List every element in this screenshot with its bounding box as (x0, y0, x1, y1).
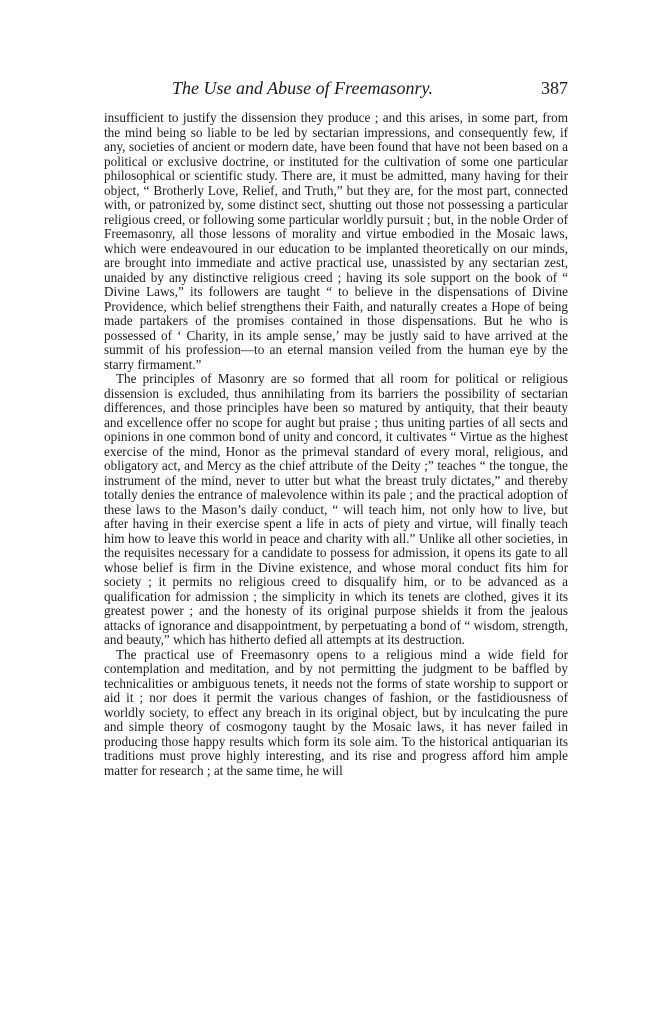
paragraph-1: insufficient to justify the dissension they produce ; and this arises, in some part, from the mind being so liable to be led by sectarian impressions, and consequently few, if any, societies of ancient or modern date, have been found that have not been based on a political or exclusive doctrine, or instituted for the cultivation of some one particular philosophical or scientific study. There are, it must be admitted, many having for their object, “ Brotherly Love, Relief, and Truth,” but they are, for the most part, connected with, or patronized by, some distinct sect, shutting out those not possessing a particular religious creed, or following some particular worldly pursuit ; but, in the noble Order of Freemasonry, all those lessons of morality and virtue embodied in the Mosaic laws, which were endeavoured in our education to be implanted theoretically on our minds, are brought into immediate and active practical use, unassisted by any sectarian zest, unaided by any distinctive religious creed ; having its sole support on the book of “ Divine Laws,” its followers are taught “ to believe in the dispensations of Divine Providence, which belief strengthens their Faith, and naturally creates a Hope of being made partakers of the promises contained in those dispensations. But he who is possessed of ‘ Charity, in its ample sense,’ may be justly said to have arrived at the summit of his profession—to an eternal mansion veiled from the human eye by the starry firmament.” (104, 110, 568, 372)
body-text (104, 111, 568, 778)
paragraph-2: The principles of Masonry are so formed that all room for political or religious dissension is excluded, thus annihilating from its barriers the possibility of sectarian differences, and those principles have been so matured by antiquity, that their beauty and excellence offer no scope for aught but praise ; thus uniting parties of all sects and opinions in one common bond of unity and concord, it cultivates “ Virtue as the highest exercise of the mind, Honor as the primeval standard of every moral, religious, and obligatory act, and Mercy as the chief attribute of the Deity ;” teaches “ the tongue, the instrument of the mind, never to utter but what the breast truly dictates,” and thereby totally denies the entrance of malevolence within its pale ; and the practical adoption of these laws to the Mason’s daily conduct, “ will teach him, not only how to live, but after having in their exercise spent a life in acts of piety and virtue, will finally teach him how to leave this world in peace and charity with all.” Unlike all other societies, in the requisites necessary for a candidate to possess for admission, it opens its gate to all whose belief is firm in the Divine existence, and whose moral conduct fits him for society ; it permits no religious creed to disqualify him, or to be advanced as a qualification for admission ; the simplicity in which its tenets are clothed, gives it its greatest power ; and the honesty of its original purpose shields it from the jealous attacks of ignorance and disappointment, by perpetuating a bond of “ wisdom, strength, and beauty,” which has hitherto defied all attempts at its destruction. (104, 371, 568, 647)
book-page (104, 75, 568, 778)
running-title: The Use and Abuse of Freemasonry. (172, 78, 433, 98)
page-number: 387 (541, 78, 568, 98)
running-header (104, 75, 568, 101)
paragraph-3: The practical use of Freemasonry opens to a religious mind a wide field for contemplation and meditation, and by not permitting the judgment to be baffled by technicalities or ambiguous tenets, it needs not the forms of state worship to support or aid it ; nor does it permit the various changes of fashion, or the fastidiousness of worldly society, to effect any breach in its original object, but by inculcating the pure and simple theory of cosmogony taught by the Mosaic laws, it has never failed in producing those happy results which form its sole aim. To the historical antiquarian its traditions must prove highly interesting, and its rise and progress afford him ample matter for research ; at the same time, he will (104, 646, 568, 778)
